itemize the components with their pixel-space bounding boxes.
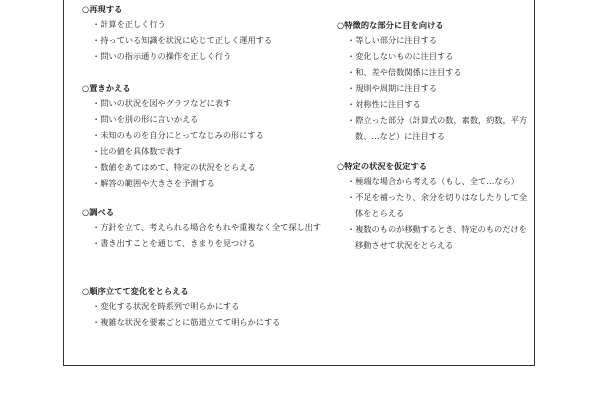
list-item: ・規則や周期に注目する [347,83,438,93]
list-item: ・解答の範囲や大きさを予測する [92,178,215,188]
list-item: ・問いの状況を図やグラフなどに表す [92,98,232,108]
list-item: ・和、差や倍数関係に注目する [347,67,462,77]
list-item: ・複数のものが移動するとき、特定のものだけを移動させて状況をとらえる [347,224,527,250]
list-item: ・未知のものを自分にとってなじみの形にする [92,130,264,140]
list-item: ・等しい部分に注目する [347,35,438,45]
section-heading: ○特徴的な部分に目を向ける [337,20,444,30]
section-heading: ○順序立てて変化をとらえる [82,286,189,296]
section-heading: ○特定の状況を仮定する [337,161,428,171]
list-item: ・対称性に注目する [347,99,421,109]
section-heading: ○調べる [82,207,115,217]
section-assume [337,160,537,253]
list-item: ・持っている知識を状況に応じて正しく運用する [92,35,273,45]
list-item: ・書き出すことを通じて、きまりを見つける [92,238,256,248]
list-item: ・計算を正しく行う [92,19,166,29]
list-item: ・方針を立て、考えられる場合をもれや重複なく全て探し出す [92,222,322,232]
section-replace [82,82,332,191]
list-item: ・極端な場合から考える（もし、全て…なら） [347,176,519,186]
section-reproduce [82,3,332,64]
list-item: ・複雑な状況を要素ごとに筋道立てて明らかにする [92,317,281,327]
list-item: ・数値をあてはめて、特定の状況をとらえる [92,162,256,172]
section-heading: ○再現する [82,4,123,14]
list-item: ・変化する状況を時系列で明らかにする [92,301,240,311]
section-characteristic [337,19,537,144]
list-item: ・比の値を具体数で表す [92,146,183,156]
section-sequence [82,285,332,330]
list-item: ・問いを別の形に言いかえる [92,114,199,124]
list-item: ・問いの指示通りの操作を正しく行う [92,51,232,61]
list-item: ・際立った部分（計算式の数，素数，約数，平方数、…など）に注目する [347,115,528,141]
list-item: ・変化しないものに注目する [347,51,454,61]
list-item: ・不足を補ったり、余分を切りはなしたりして全体をとらえる [347,192,528,218]
section-investigate [82,206,332,251]
section-heading: ○置きかえる [82,83,131,93]
